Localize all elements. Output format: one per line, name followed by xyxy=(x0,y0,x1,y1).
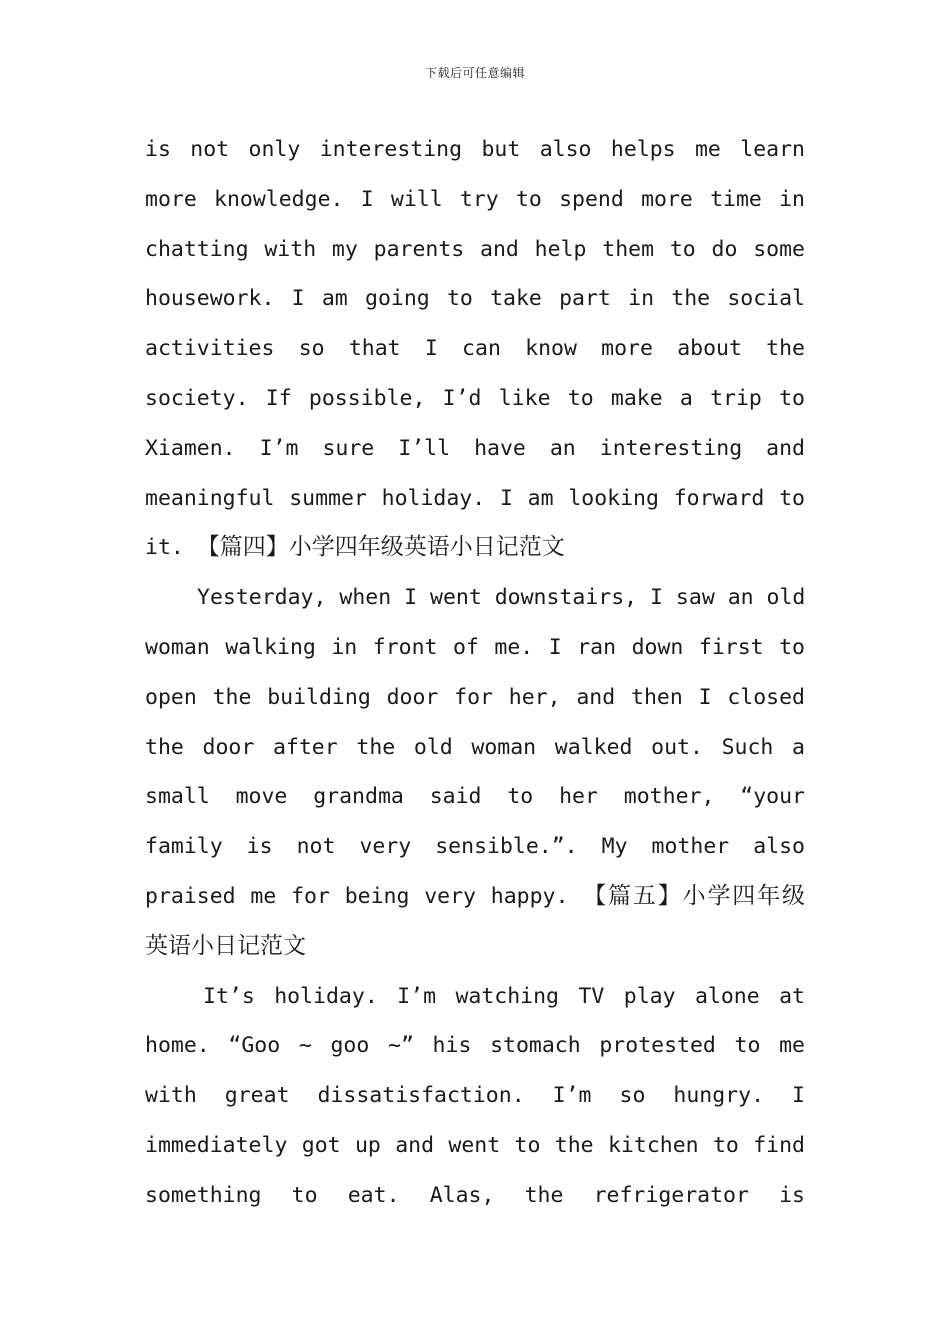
text-line: open the building door for her, and then I closed xyxy=(145,684,805,710)
section-heading-5: 【篇五】小学四年级 xyxy=(583,882,805,909)
text-line-with-heading xyxy=(145,523,805,573)
line-prefix: it. xyxy=(145,535,197,561)
section-heading-5-continued: 英语小日记范文 xyxy=(145,932,306,959)
text-line: the door after the old woman walked out. Such a xyxy=(145,734,805,760)
document-body xyxy=(145,125,805,1221)
page-header: 下载后可任意编辑 xyxy=(424,66,525,80)
text-line: activities so that I can know more about the xyxy=(145,336,805,362)
text-line: woman walking in front of me. I ran down first to xyxy=(145,634,805,660)
text-line: family is not very sensible.”. My mother also xyxy=(145,834,805,860)
text-line-with-heading xyxy=(145,872,805,922)
text-line: society. If possible, I’d like to make a trip to xyxy=(145,385,805,411)
text-line: It’s holiday. I’m watching TV play alone at xyxy=(203,983,805,1009)
text-line: something to eat. Alas, the refrigerator is xyxy=(145,1182,805,1208)
text-line: Xiamen. I’m sure I’ll have an interesting and xyxy=(145,435,805,461)
text-line: with great dissatisfaction. I’m so hungry. I xyxy=(145,1083,805,1109)
text-line: home. “Goo ~ goo ~” his stomach protested to me xyxy=(145,1033,805,1059)
text-line: Yesterday, when I went downstairs, I saw an old xyxy=(197,585,805,611)
text-line: small move grandma said to her mother, “your xyxy=(145,784,805,810)
text-line: immediately got up and went to the kitchen to find xyxy=(145,1132,805,1158)
text-line: meaningful summer holiday. I am looking forward to xyxy=(145,485,805,511)
line-prefix: praised me for being very happy. xyxy=(145,883,584,909)
text-line: housework. I am going to take part in the social xyxy=(145,286,805,312)
text-line: more knowledge. I will try to spend more time in xyxy=(145,186,805,212)
text-line: chatting with my parents and help them to do some xyxy=(145,236,805,262)
section-heading-4: 【篇四】小学四年级英语小日记范文 xyxy=(196,534,565,561)
text-line: is not only interesting but also helps me learn xyxy=(145,137,805,162)
